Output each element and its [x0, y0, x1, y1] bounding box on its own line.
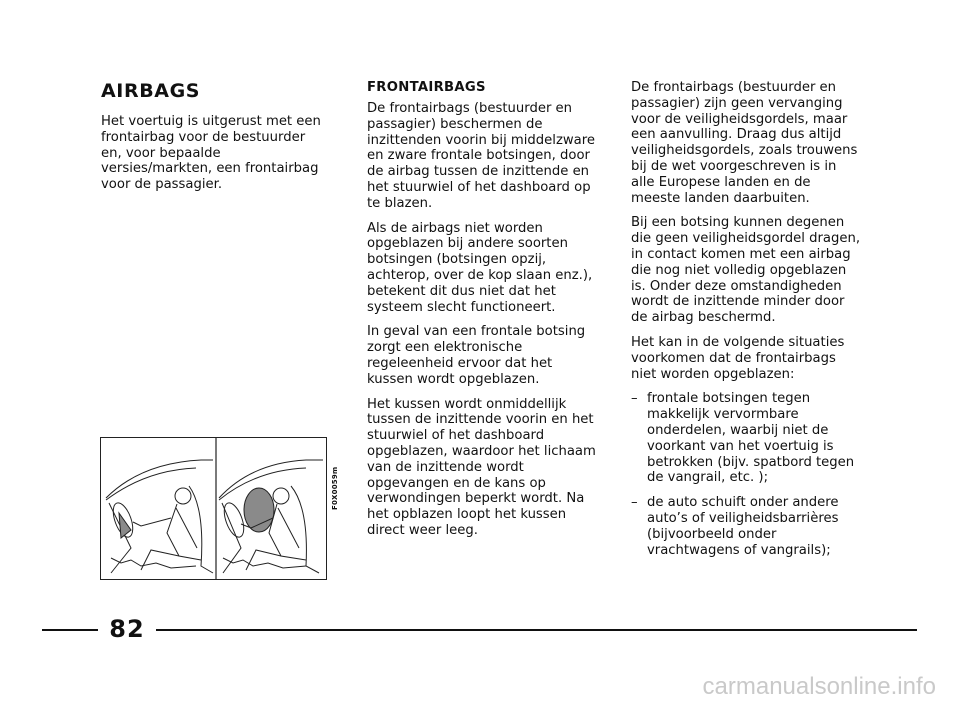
roof-line: [219, 460, 323, 498]
driver-leg: [246, 550, 281, 570]
paragraph: Bij een botsing kunnen degenen die geen veiligheidsgordel dragen, in contact komen met een airbag die nog niet volledig opgeblazen is. Onder deze omstandigheden wordt de inzittende minder door de airbag beschermd.: [631, 215, 861, 326]
driver-leg: [141, 550, 179, 570]
airbag-illustration: [100, 437, 327, 580]
paragraph: In geval van een frontale botsing zorgt een elektronische regeleenheid ervoor dat het kussen wordt opgeblazen.: [367, 324, 586, 387]
list-bullet: –: [631, 391, 638, 407]
steering-wheel: [220, 500, 247, 539]
right-panel-driver: [219, 460, 323, 573]
section-title: AIRBAGS: [101, 80, 201, 102]
paragraph: De frontairbags (bestuurder en passagier) zijn geen vervanging voor de veiligheidsgordels, maar een aanvulling. Draag dus altijd veiligheidsgordels, zoals trouwens bij de wet voorgeschreven is in alle Europese landen en de meeste landen daarbuiten.: [631, 80, 858, 206]
frontairbags-heading: FRONTAIRBAGS: [367, 80, 486, 95]
driver-arm: [133, 518, 171, 526]
seat-belt: [278, 508, 299, 548]
watermark: carmanualsonline.info: [702, 673, 936, 700]
intro-paragraph: Het voertuig is uitgerust met een frontairbag voor de bestuurder en, voor bepaalde versies/markten, een frontairbag voor de passagier.: [101, 114, 321, 193]
situation-list: [631, 391, 863, 558]
floor-hatching: [223, 558, 306, 568]
airbag-module: [119, 513, 131, 538]
paragraph: Het kan in de volgende situaties voorkomen dat de frontairbags niet worden opgeblazen:: [631, 334, 845, 382]
paragraph: Het kussen wordt onmiddellijk tussen de inzittende voorin en het stuurwiel of het dashboard opgeblazen, waardoor het lichaam van de inzittende wordt opgevangen en de kans op verwondingen beperkt wordt. Na het opblazen loopt het kussen direct weer leeg.: [367, 396, 596, 538]
driver-head: [175, 488, 191, 504]
driver-head: [273, 488, 289, 504]
list-item-text: de auto schuift onder andere auto’s of veiligheidsbarrières (bijvoorbeeld onder vrachtwagens of vangrails);: [647, 495, 839, 558]
column-2: [367, 80, 599, 548]
list-item-text: frontale botsingen tegen makkelijk vervormbare onderdelen, waarbij niet de voorkant van het voertuig is betrokken (bijv. spatbord tegen de vangrail, etc. );: [647, 391, 855, 486]
inflated-airbag: [244, 488, 274, 532]
column-3: [631, 80, 863, 567]
list-item: [631, 391, 863, 486]
paragraph: Als de airbags niet worden opgeblazen bij andere soorten botsingen (botsingen opzij, achterop, over de kop slaan enz.), betekent dit dus niet dat het systeem slecht functioneert.: [367, 220, 593, 315]
driver-torso: [167, 504, 201, 560]
page-number: 82: [109, 615, 145, 643]
left-panel-driver: [106, 460, 213, 573]
list-bullet: –: [631, 495, 638, 511]
seat-belt: [176, 508, 197, 548]
driver-torso: [269, 504, 306, 560]
column-1: [101, 80, 326, 202]
figure-code: F0X0059m: [331, 466, 339, 510]
airbag-illustration-svg: [101, 438, 326, 579]
paragraph: De frontairbags (bestuurder en passagier) beschermen de inzittenden voorin bij middelzware en zware frontale botsingen, door de airbag tussen de inzittende en het stuurwiel of het dashboard op te blazen.: [367, 101, 595, 211]
roof-inner-line: [106, 468, 196, 500]
footer-rule-right: [156, 629, 917, 631]
roof-line: [106, 460, 213, 498]
footer-rule-left: [42, 629, 98, 631]
seat-back: [189, 486, 213, 573]
list-item: [631, 495, 863, 558]
floor-hatching: [111, 558, 196, 568]
